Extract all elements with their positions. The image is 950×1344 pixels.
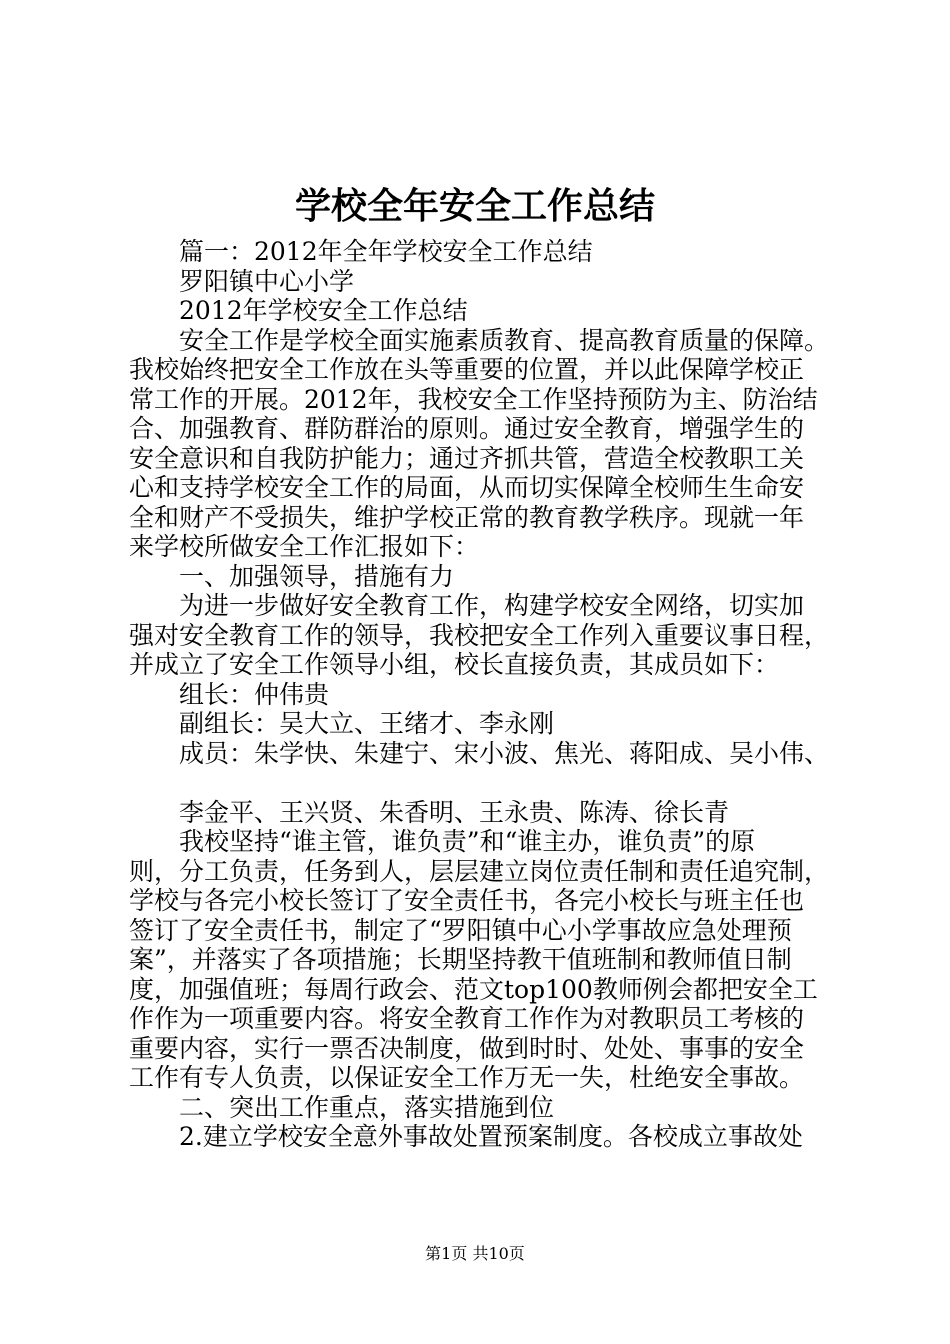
document-body [129,237,844,1152]
body-line: 我校坚持“谁主管，谁负责”和“谁主办，谁负责”的原 [179,827,756,856]
body-line: 度，加强值班；每周行政会、范文top100教师例会都把安全工 [129,974,818,1004]
body-line: 罗阳镇中心小学 [179,266,355,296]
body-line: 一、加强领导，措施有力 [179,561,455,591]
body-line: 2.建立学校安全意外事故处置预案制度。各校成立事故处 [179,1122,803,1151]
body-line: 作作为一项重要内容。将安全教育工作作为对教职员工考核的 [129,1004,805,1033]
body-line: 成员：朱学快、朱建宁、宋小波、焦光、蒋阳成、吴小伟、 [179,738,830,768]
body-line: 工作有专人负责，以保证安全工作万无一失，杜绝安全事故。 [129,1063,805,1092]
body-line: 2012年学校安全工作总结 [179,296,468,325]
body-line: 则，分工负责，任务到人，层层建立岗位责任制和责任追究制， [129,856,830,886]
page-footer: 第1页 共10页 [425,1244,525,1263]
body-line: 篇一：2012年全年学校安全工作总结 [179,237,593,266]
blank-line [129,768,844,798]
body-line: 全和财产不受损失，维护学校正常的教育教学秩序。现就一年 [129,502,805,532]
body-line: 副组长：吴大立、王绪才、李永刚 [179,709,555,738]
body-line: 签订了安全责任书，制定了“罗阳镇中心小学事故应急处理预 [129,915,792,945]
body-line: 我校始终把安全工作放在头等重要的位置，并以此保障学校正 [129,355,805,384]
body-line: 案”，并落实了各项措施；长期坚持教干值班制和教师值日制 [129,945,792,974]
body-line: 合、加强教育、群防群治的原则。通过安全教育，增强学生的 [129,414,805,443]
body-line: 来学校所做安全工作汇报如下： [129,532,480,561]
body-line: 李金平、王兴贤、朱香明、王永贵、陈涛、徐长青 [179,797,730,827]
body-line: 并成立了安全工作领导小组，校长直接负责，其成员如下： [129,650,780,679]
body-line: 强对安全教育工作的领导，我校把安全工作列入重要议事日程， [129,620,830,650]
body-line: 心和支持学校安全工作的局面，从而切实保障全校师生生命安 [129,473,805,502]
body-line: 安全工作是学校全面实施素质教育、提高教育质量的保障。 [179,325,830,355]
document-title: 学校全年安全工作总结 [294,186,655,227]
body-line: 组长：仲伟贵 [179,679,330,709]
body-line: 二、突出工作重点，落实措施到位 [179,1092,555,1122]
body-line: 重要内容，实行一票否决制度，做到时时、处处、事事的安全 [129,1033,805,1063]
body-line: 安全意识和自我防护能力；通过齐抓共管，营造全校教职工关 [129,443,805,473]
body-line: 常工作的开展。2012年，我校安全工作坚持预防为主、防治结 [129,384,818,414]
body-line: 学校与各完小校长签订了安全责任书，各完小校长与班主任也 [129,886,805,915]
body-line: 为进一步做好安全教育工作，构建学校安全网络，切实加 [179,591,805,620]
